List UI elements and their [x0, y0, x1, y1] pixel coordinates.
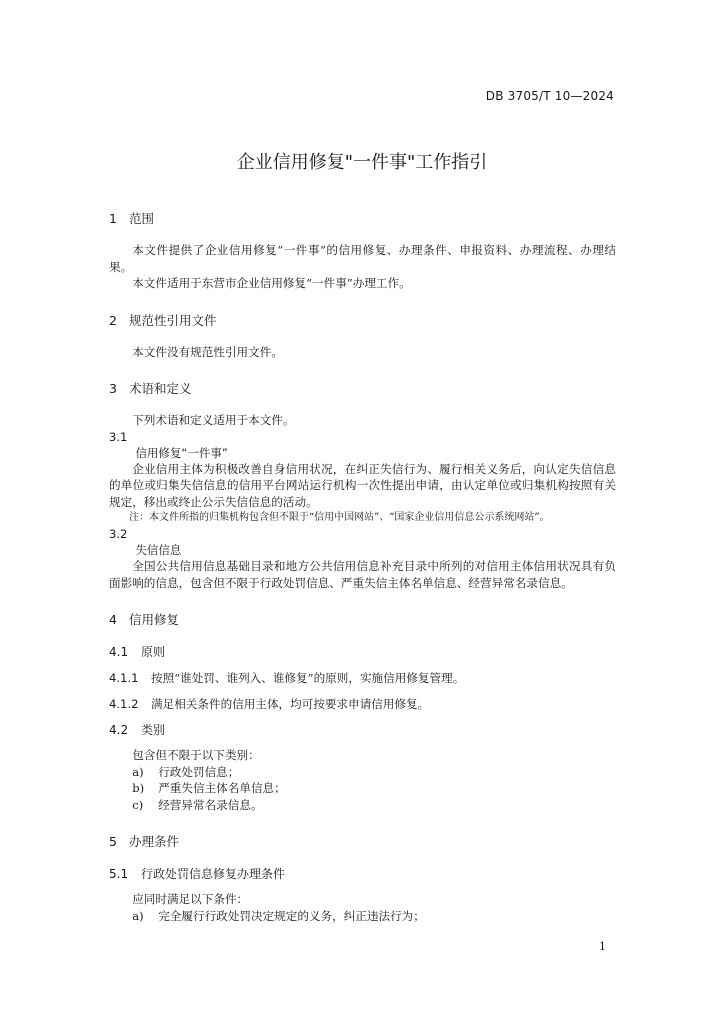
clause: [109, 695, 616, 713]
paragraph: 应同时满足以下条件：: [132, 892, 249, 906]
subsection-title: 行政处罚信息修复办理条件: [141, 867, 286, 881]
subsection-title: 原则: [141, 645, 166, 659]
section-heading: [109, 833, 616, 851]
term-name: 信用修复“一件事”: [135, 445, 228, 460]
section-heading: [109, 611, 616, 629]
list-item: [109, 908, 616, 925]
list-item: [109, 764, 616, 781]
subsection-heading: [109, 865, 616, 883]
section-title: 办理条件: [129, 834, 180, 849]
subsection-title: 类别: [141, 723, 166, 737]
section-number: 3: [109, 381, 117, 396]
list-item: [109, 797, 616, 814]
section-title: 信用修复: [129, 612, 180, 627]
note-label: 注：: [129, 512, 149, 523]
subsection-heading: [109, 643, 616, 661]
section-title: 规范性引用文件: [129, 312, 217, 328]
term-number: 3.1: [109, 429, 128, 444]
list-text: 严重失信主体名单信息；: [158, 781, 286, 795]
list-marker: c): [132, 797, 144, 812]
term-definition: 企业信用主体为积极改善自身信用状况，在纠正失信行为、履行相关义务后，向认定失信信息的单位或归集失信信息的信用平台网站运行机构一次性提出申请，由认定单位或归集机构按照有关规定，移出或终止公示失信信息的活动。: [109, 461, 616, 509]
clause-text: 满足相关条件的信用主体，均可按要求申请信用修复。: [151, 697, 430, 711]
list-text: 经营异常名录信息。: [158, 797, 263, 812]
term-definition: 全国公共信用信息基础目录和地方公共信用信息补充目录中所列的对信用主体信用状况具有负面影响的信息，包含但不限于行政处罚信息、严重失信主体名单信息、经营异常名录信息。: [109, 559, 616, 590]
section-heading: [109, 312, 616, 330]
clause-number: 4.1.1: [109, 671, 139, 685]
paragraph: 本文件提供了企业信用修复“一件事”的信用修复、办理条件、申报资料、办理流程、办理结果。: [109, 243, 616, 274]
clause: [109, 669, 616, 687]
list-marker: a): [132, 764, 144, 779]
note-text: 本文件所指的归集机构包含但不限于“信用中国网站”、“国家企业信用信息公示系统网站”。: [149, 512, 550, 523]
paragraph: 本文件适用于东营市企业信用修复“一件事”办理工作。: [132, 276, 411, 290]
section-number: 1: [109, 211, 117, 226]
list-marker: a): [132, 908, 144, 923]
paragraph: 下列术语和定义适用于本文件。: [132, 413, 295, 427]
page-number: 1: [599, 940, 606, 953]
paragraph: 包含但不限于以下类别：: [132, 748, 260, 762]
subsection-heading: [109, 721, 616, 739]
section-heading: [109, 380, 616, 398]
term-number: 3.2: [109, 527, 128, 541]
list-marker: b): [132, 781, 145, 795]
document-title: 企业信用修复"一件事"工作指引: [236, 152, 488, 173]
term-name: 失信信息: [135, 543, 182, 557]
subsection-number: 4.1: [109, 645, 129, 659]
section-title: 术语和定义: [129, 381, 192, 396]
clause-number: 4.1.2: [109, 697, 139, 711]
paragraph: 本文件没有规范性引用文件。: [132, 344, 283, 359]
subsection-number: 5.1: [109, 867, 129, 881]
section-title: 范围: [129, 211, 155, 226]
list-text: 完全履行行政处罚决定规定的义务，纠正违法行为；: [158, 908, 425, 923]
section-number: 4: [109, 612, 117, 627]
section-number: 5: [109, 834, 117, 849]
section-heading: [109, 210, 616, 228]
section-number: 2: [109, 312, 117, 328]
list-text: 行政处罚信息；: [158, 764, 240, 779]
term-note: [109, 510, 616, 526]
subsection-number: 4.2: [109, 723, 129, 737]
clause-text: 按照“谁处罚、谁列入、谁修复”的原则，实施信用修复管理。: [151, 671, 465, 685]
list-item: [109, 780, 616, 797]
document-body: [109, 210, 616, 924]
standard-code: DB 3705/T 10—2024: [485, 89, 614, 103]
